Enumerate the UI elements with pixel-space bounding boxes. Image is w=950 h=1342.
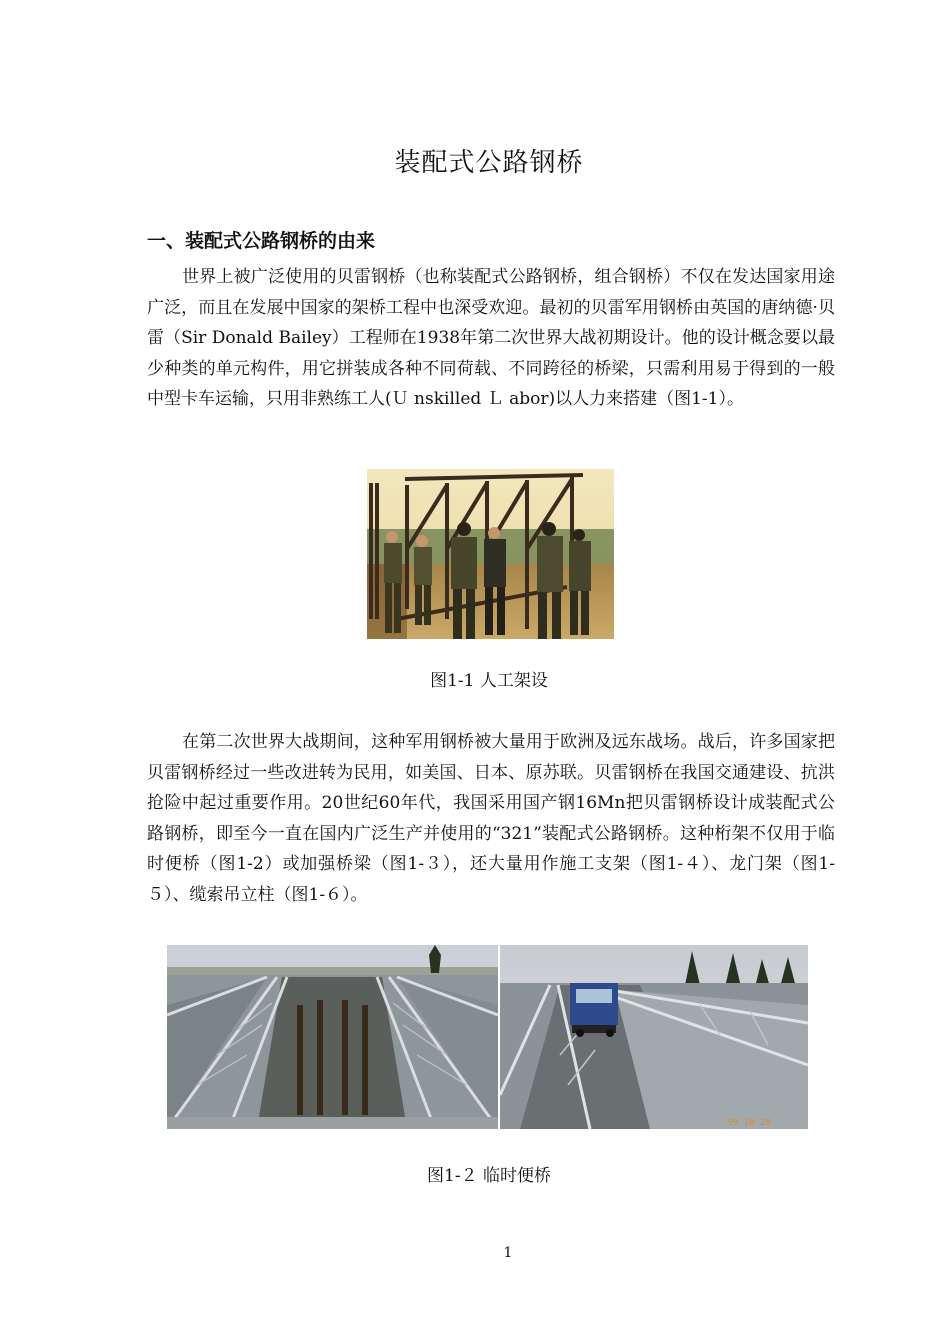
document-title: 装配式公路钢桥 xyxy=(394,148,584,178)
paragraph-history: 在第二次世界大战期间，这种军用钢桥被大量用于欧洲及远东战场。战后，许多国家把贝雷钢桥经过一些改进转为民用，如美国、日本、原苏联。贝雷钢桥在我国交通建设、抗洪抢险中起过重要作用。20世纪60年代，我国采用国产钢16Mn把贝雷钢桥设计成装配式公路钢桥，即至今一直在国内广泛生产并使用的“321”装配式公路钢桥。这种桁架不仅用于临时便桥（图1-2）或加强桥梁（图1-３），还大量用作施工支架（图1-４）、龙门架（图1-５）、缆索吊立柱（图1-６）。 xyxy=(147,732,835,905)
paragraph-intro: 世界上被广泛使用的贝雷钢桥（也称装配式公路钢桥，组合钢桥）不仅在发达国家用途广泛，而且在发展中国家的架桥工程中也深受欢迎。最初的贝雷军用钢桥由英国的唐纳德·贝雷（Sir Donald Bailey）工程师在1938年第二次世界大战初期设计。他的设计概念要以最少种类的单元构件，用它拼装成各种不同荷载、不同跨径的桥梁，只需利用易于得到的一般中型卡车运输，只用非熟练工人(Ｕ nskilled Ｌ abor)以人力来搭建（图1-1）。 xyxy=(147,267,835,409)
figure-1-2-photo-left xyxy=(167,945,498,1129)
page-number: 1 xyxy=(503,1245,513,1261)
figure-1-2-caption: 图1-２ 临时便桥 xyxy=(427,1166,551,1186)
figure-1-1-photo xyxy=(367,469,614,639)
photo-date-stamp: '99 10 29 xyxy=(722,1118,771,1128)
section-heading: 一、装配式公路钢桥的由来 xyxy=(147,230,376,252)
figure-1-1-caption: 图1-1 人工架设 xyxy=(430,671,548,691)
figure-1-2-photo-right xyxy=(500,945,808,1129)
